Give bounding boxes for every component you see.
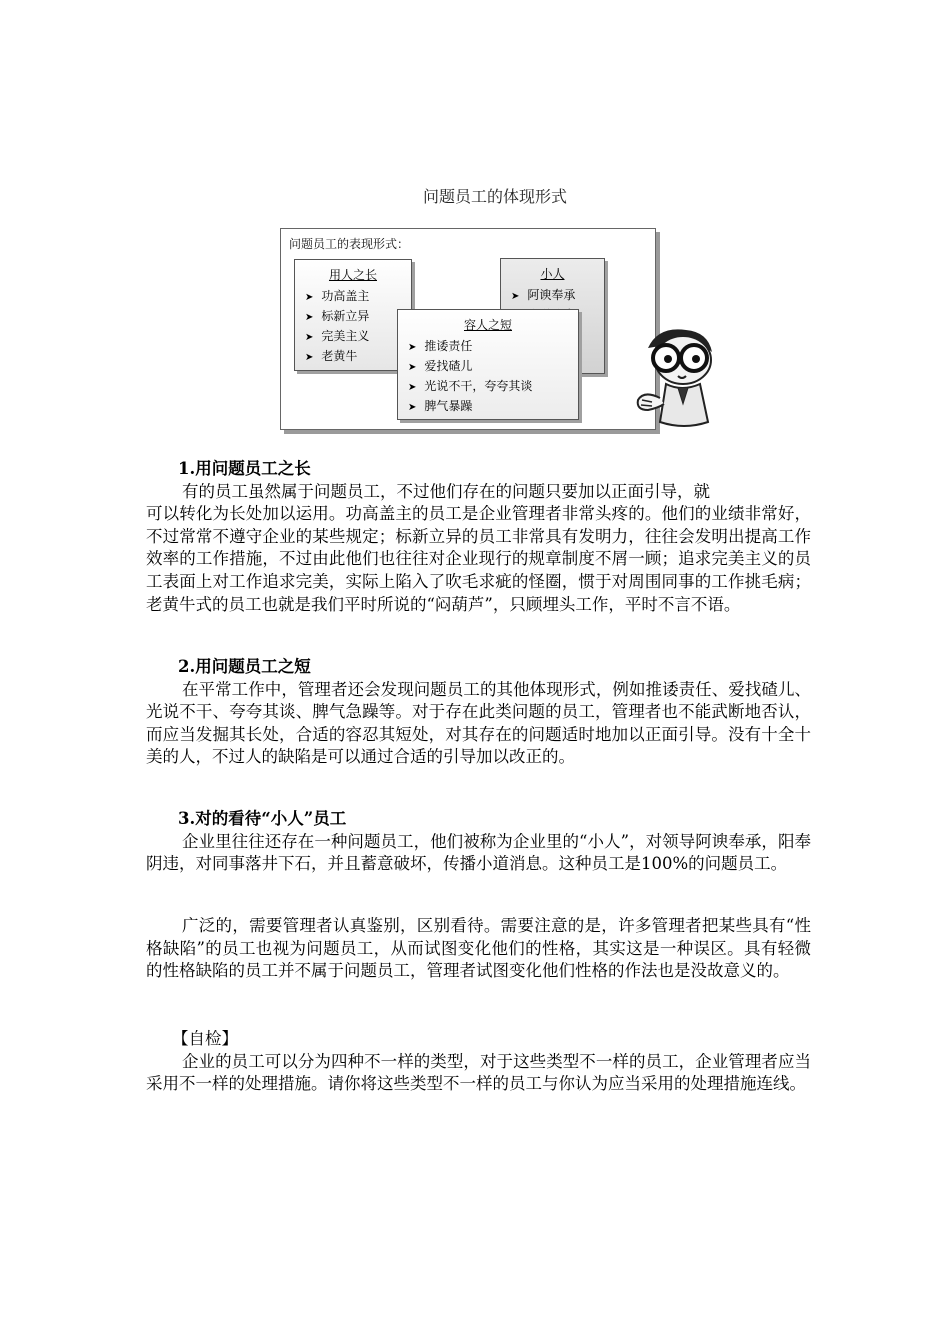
section-heading: 2.用问题员工之短 (178, 657, 311, 676)
section-heading: 3.对的看待“小人”员工 (178, 809, 347, 828)
list-item: ➤ 阿谀奉承 (511, 288, 576, 302)
section-character-defects (146, 915, 811, 983)
box-tolerate-weaknesses (397, 309, 579, 420)
paragraph: 在平常工作中，管理者还会发现问题员工的其他体现形式，例如推诿责任、爱找碴儿、光说不干、夸夸其谈、脾气急躁等。对于存在此类问题的员工，管理者也不能武断地否认，而应当发掘其长处，合适的容忍其短处，对其存在的问题适时地加以正面引导。没有十全十美的人，不过人的缺陷是可以通过合适的引导加以改正的。 (146, 679, 811, 767)
bespectacled-man-cartoon-icon (608, 318, 728, 433)
arrow-bullet-icon: ➤ (408, 362, 417, 373)
box-header: 小人 (540, 267, 565, 281)
arrow-bullet-icon: ➤ (305, 332, 314, 343)
list-item: ➤ 爱找碴儿 (408, 359, 473, 373)
paragraph: 广泛的，需要管理者认真鉴别，区别看待。需要注意的是，许多管理者把某些具有“性格缺陷”的员工也视为问题员工，从而试图变化他们的性格，其实这是一种误区。具有轻微的性格缺陷的员工并不属于问题员工，管理者试图变化他们性格的作法也是没故意义的。 (146, 916, 811, 981)
section-tolerate-weaknesses (146, 656, 811, 769)
arrow-bullet-icon: ➤ (408, 342, 417, 353)
figure-caption: 问题员工的体现形式 (422, 187, 567, 206)
arrow-bullet-icon: ➤ (305, 292, 314, 303)
diagram-title: 问题员工的表现形式： (289, 237, 410, 251)
section-heading: 1.用问题员工之长 (178, 459, 311, 478)
list-item: ➤ 脾气暴躁 (408, 399, 473, 413)
section-use-strengths (146, 458, 811, 616)
self-check-label: 【自检】 (172, 1029, 238, 1048)
list-item: ➤ 功高盖主 (305, 289, 370, 303)
section-petty-person (146, 808, 811, 876)
section-self-check (146, 1028, 811, 1096)
box-header: 容人之短 (463, 318, 512, 332)
list-item: ➤ 标新立异 (305, 309, 370, 323)
list-item: ➤ 老黄牛 (305, 349, 358, 363)
box-header: 用人之长 (328, 268, 377, 282)
list-item: ➤ 完美主义 (305, 329, 370, 343)
arrow-bullet-icon: ➤ (305, 352, 314, 363)
paragraph: 企业里往往还存在一种问题员工，他们被称为企业里的“小人”，对领导阿谀奉承，阳奉阴违，对同事落井下石，并且蓄意破坏，传播小道消息。这种员工是100%的问题员工。 (146, 831, 811, 874)
box-use-strengths (294, 259, 412, 371)
arrow-bullet-icon: ➤ (408, 382, 417, 393)
arrow-bullet-icon: ➤ (305, 312, 314, 323)
problem-employee-diagram (280, 228, 656, 430)
list-item: ➤ 光说不干，夸夸其谈 (408, 379, 533, 393)
paragraph: 企业的员工可以分为四种不一样的类型，对于这些类型不一样的员工，企业管理者应当采用不一样的处理措施。请你将这些类型不一样的员工与你认为应当采用的处理措施连线。 (146, 1051, 811, 1094)
list-item: ➤ 推诿责任 (408, 339, 473, 353)
arrow-bullet-icon: ➤ (511, 291, 520, 302)
arrow-bullet-icon: ➤ (408, 402, 417, 413)
paragraph-first-line: 有的员工虽然属于问题员工，不过他们存在的问题只要加以正面引导，就 (182, 481, 710, 501)
paragraph: 可以转化为长处加以运用。功高盖主的员工是企业管理者非常头疼的。他们的业绩非常好，不过常常不遵守企业的某些规定；标新立异的员工非常具有发明力，往往会发明出提高工作效率的工作措施，不过由此他们也往往对企业现行的规章制度不屑一顾；追求完美主义的员工表面上对工作追求完美，实际上陷入了吹毛求疵的怪圈，惯于对周围同事的工作挑毛病；老黄牛式的员工也就是我们平时所说的“闷葫芦”，只顾埋头工作，平时不言不语。 (146, 504, 811, 614)
